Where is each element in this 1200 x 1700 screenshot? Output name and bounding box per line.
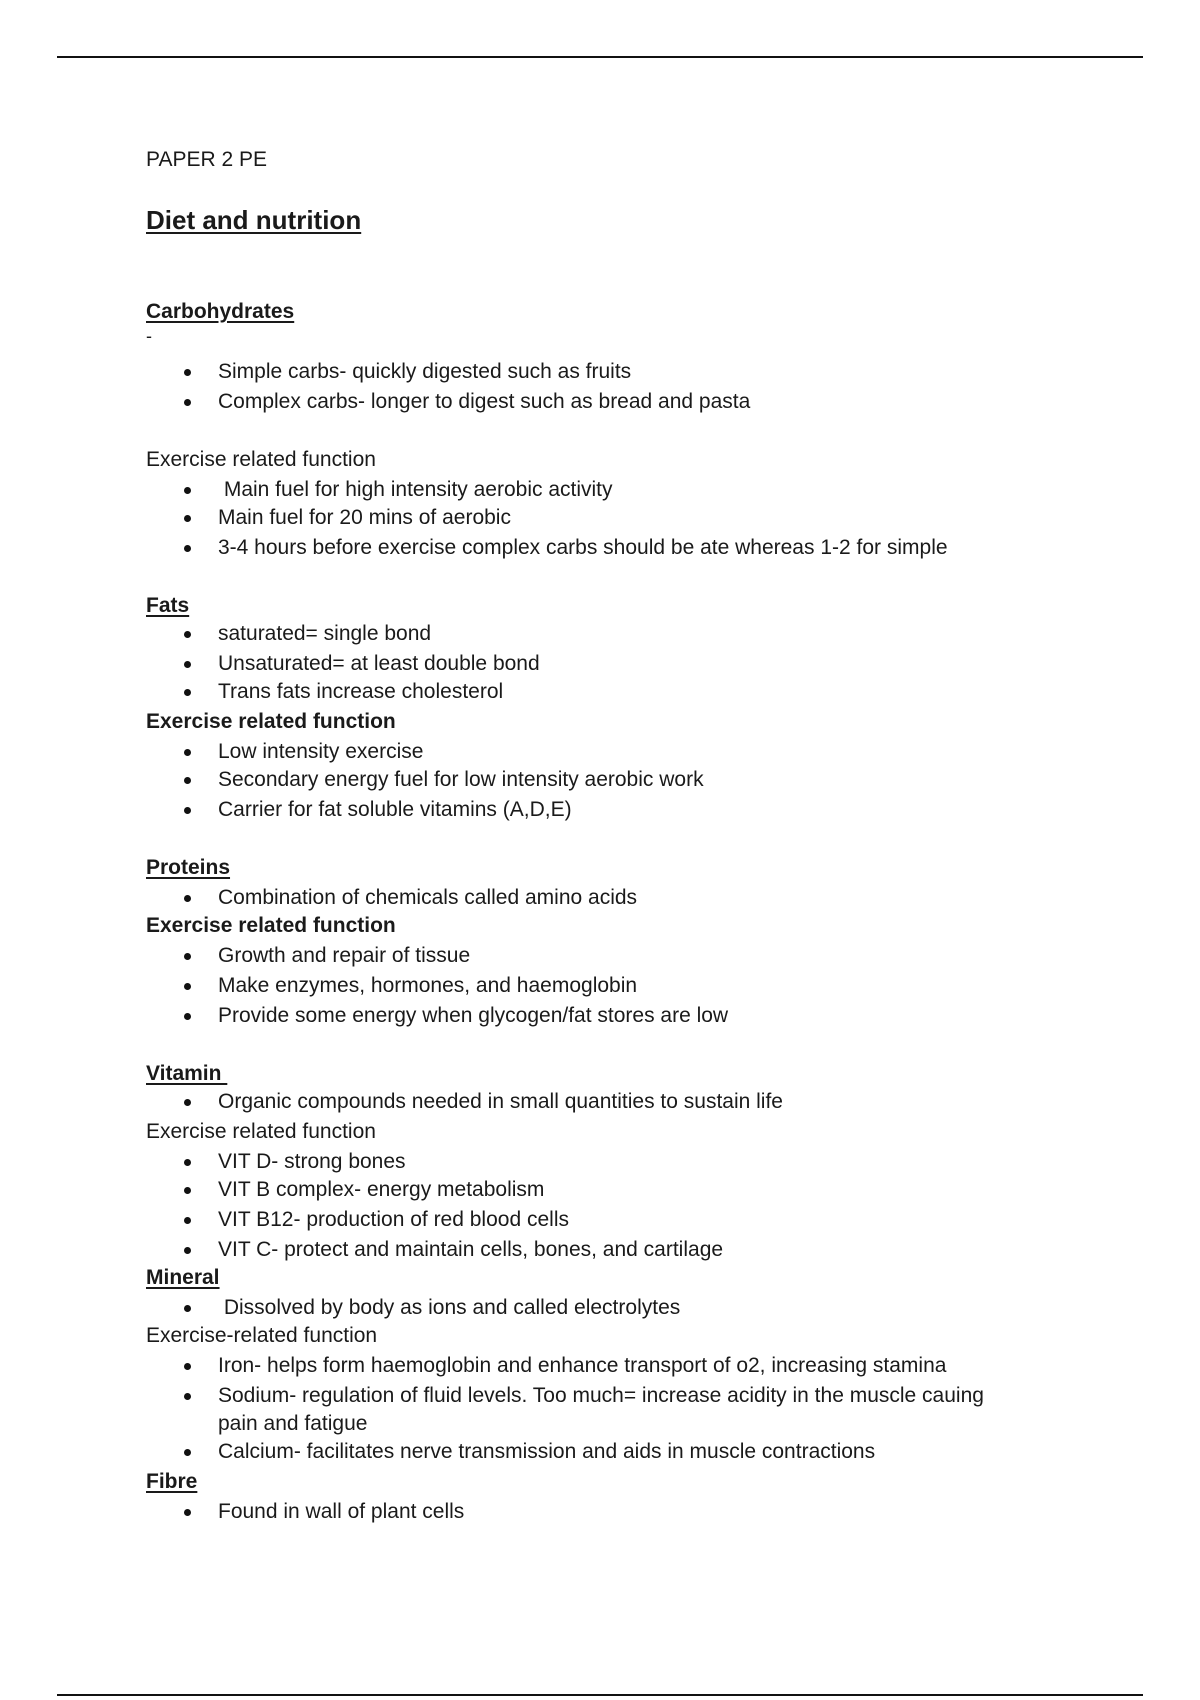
list-item: VIT D- strong bones [146,1148,406,1176]
page-title: Diet and nutrition [146,205,362,235]
list-item: Found in wall of plant cells [146,1498,464,1526]
list-item: VIT B complex- energy metabolism [146,1176,544,1204]
list-item: Carrier for fat soluble vitamins (A,D,E) [146,796,572,824]
list-item: Secondary energy fuel for low intensity aerobic work [146,766,704,794]
list-item: Combination of chemicals called amino acids [146,884,637,912]
list-item: Trans fats increase cholesterol [146,678,503,706]
list-item: 3-4 hours before exercise complex carbs should be ate whereas 1-2 for simple [146,534,948,562]
list-item: VIT C- protect and maintain cells, bones, and cartilage [146,1236,723,1264]
proteins-heading: Proteins [146,856,231,879]
list-item: Sodium- regulation of fluid levels. Too much= increase acidity in the muscle cauing [146,1382,984,1410]
list-item: VIT B12- production of red blood cells [146,1206,569,1234]
list-item: Make enzymes, hormones, and haemoglobin [146,972,637,1000]
footer-rule [57,1694,1143,1696]
vitamin-function-heading: Exercise related function [146,1120,376,1143]
carbs-function-heading: Exercise related function [146,448,376,471]
carbs-dash: - [146,326,152,346]
list-item: Simple carbs- quickly digested such as fruits [146,358,631,386]
mineral-function-heading: Exercise-related function [146,1324,378,1347]
list-item: Dissolved by body as ions and called electrolytes [146,1294,680,1322]
list-item: Main fuel for 20 mins of aerobic [146,504,511,532]
list-item: Organic compounds needed in small quantities to sustain life [146,1088,783,1116]
list-item: Main fuel for high intensity aerobic activity [146,476,613,504]
list-item: saturated= single bond [146,620,431,648]
header-rule [57,56,1143,58]
list-item-continuation: pain and fatigue [218,1412,368,1435]
proteins-function-heading: Exercise related function [146,914,396,937]
fats-function-heading: Exercise related function [146,710,396,733]
paper-header: PAPER 2 PE [146,148,267,171]
list-item: Unsaturated= at least double bond [146,650,540,678]
list-item: Complex carbs- longer to digest such as bread and pasta [146,388,750,416]
fats-heading: Fats [146,594,190,617]
list-item: Low intensity exercise [146,738,423,766]
mineral-heading: Mineral [146,1266,220,1289]
carbs-heading: Carbohydrates [146,300,295,323]
list-item: Growth and repair of tissue [146,942,470,970]
list-item: Calcium- facilitates nerve transmission and aids in muscle contractions [146,1438,875,1466]
fibre-heading: Fibre [146,1470,198,1493]
vitamin-heading: Vitamin [146,1062,228,1085]
list-item: Iron- helps form haemoglobin and enhance transport of o2, increasing stamina [146,1352,946,1380]
list-item: Provide some energy when glycogen/fat stores are low [146,1002,728,1030]
